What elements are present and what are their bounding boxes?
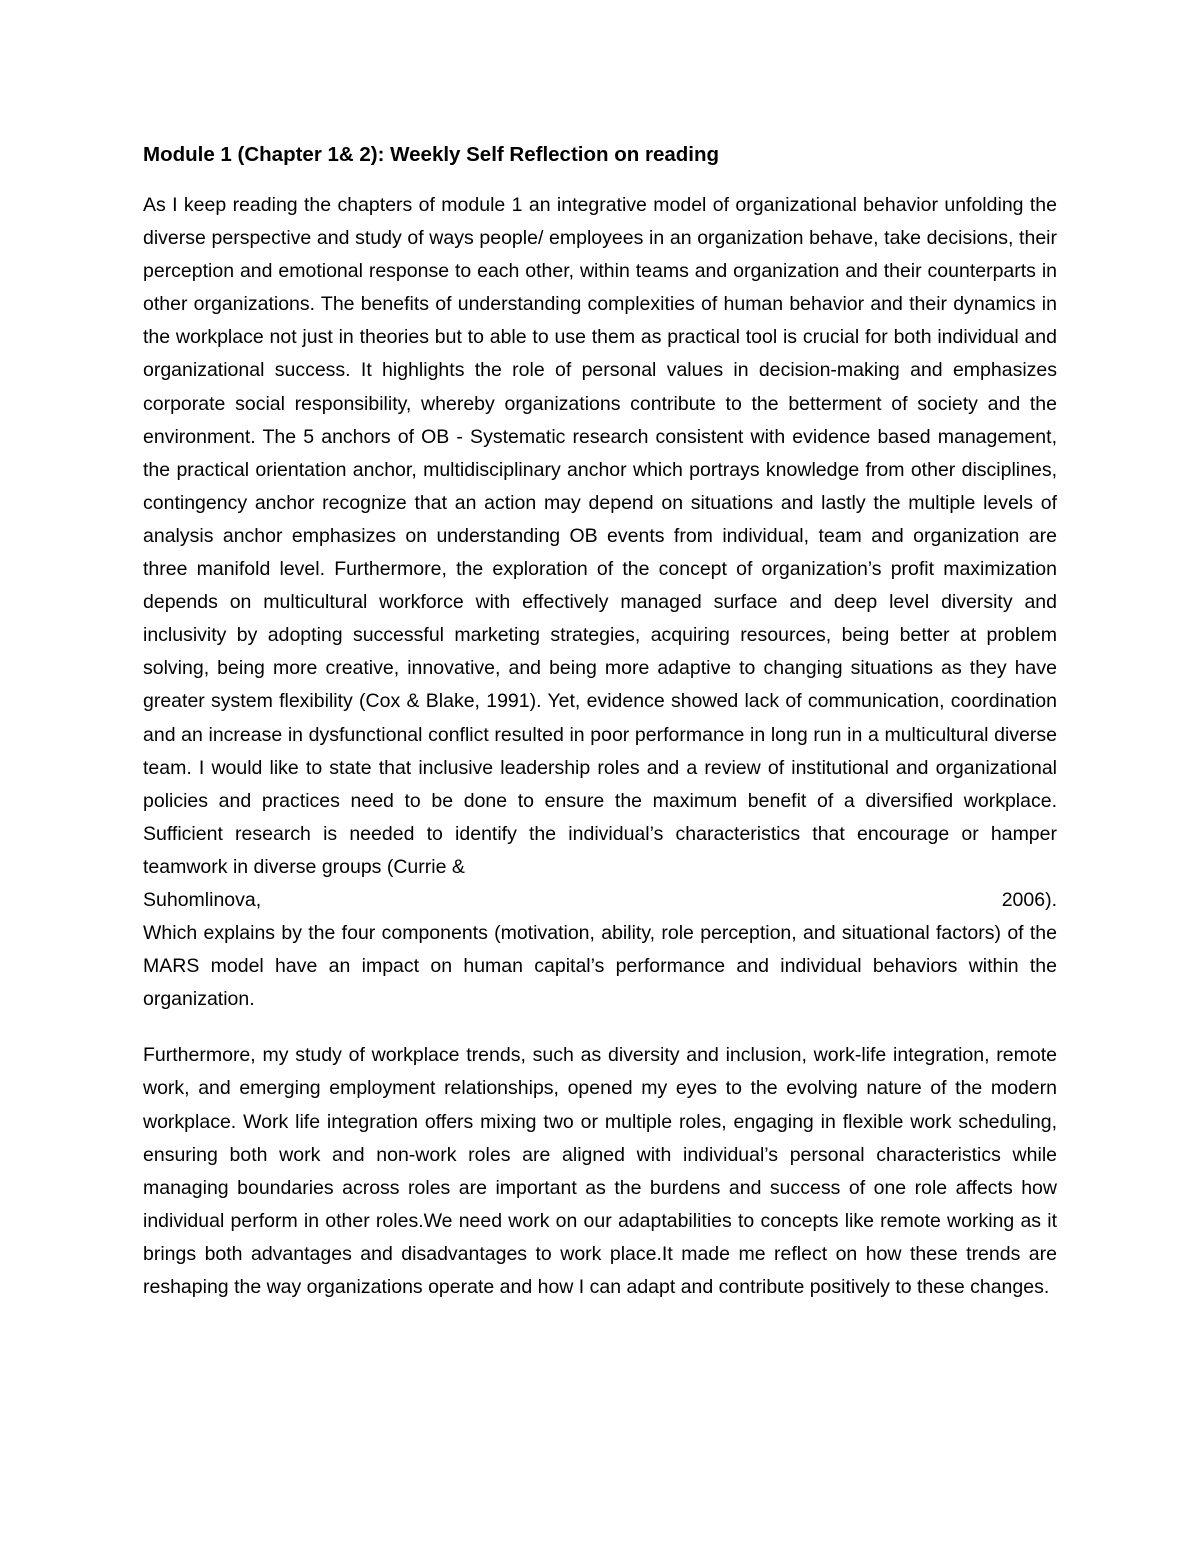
document-page	[143, 138, 1057, 1304]
citation-author: Suhomlinova,	[143, 888, 262, 911]
document-title: Module 1 (Chapter 1& 2): Weekly Self Reflection on reading	[143, 143, 720, 166]
paragraph-1-tail: Which explains by the four components (motivation, ability, role perception, and situational factors) of the MARS model have an impact on human capital’s performance and individual behaviors within the organization.	[143, 922, 1057, 1011]
paragraph-2: Furthermore, my study of workplace trends, such as diversity and inclusion, work-life integration, remote work, and emerging employment relationships, opened my eyes to the evolving nature of the modern workplace. Work life integration offers mixing two or multiple roles, engaging in flexible work scheduling, ensuring both work and non-work roles are aligned with individual’s personal characteristics while managing boundaries across roles are important as the burdens and success of one role affects how individual perform in other roles.We need work on our adaptabilities to concepts like remote working as it brings both advantages and disadvantages to work place.It made me reflect on how these trends are reshaping the way organizations operate and how I can adapt and contribute positively to these changes.	[143, 1044, 1057, 1298]
citation-line	[143, 884, 1057, 917]
citation-year: 2006).	[1001, 888, 1057, 911]
paragraph-1: As I keep reading the chapters of module 1 an integrative model of organizational behavior unfolding the diverse perspective and study of ways people/ employees in an organization behave, take decisions, their perception and emotional response to each other, within teams and organization and their counterparts in other organizations. The benefits of understanding complexities of human behavior and their dynamics in the workplace not just in theories but to able to use them as practical tool is crucial for both individual and organizational success. It highlights the role of personal values in decision-making and emphasizes corporate social responsibility, whereby organizations contribute to the betterment of society and the environment. The 5 anchors of OB - Systematic research consistent with evidence based management, the practical orientation anchor, multidisciplinary anchor which portrays knowledge from other disciplines, contingency anchor recognize that an action may depend on situations and lastly the multiple levels of analysis anchor emphasizes on understanding OB events from individual, team and organization are three manifold level. Furthermore, the exploration of the concept of organization’s profit maximization depends on multicultural workforce with effectively managed surface and deep level diversity and inclusivity by adopting successful marketing strategies, acquiring resources, being better at problem solving, being more creative, innovative, and being more adaptive to changing situations as they have greater system flexibility (Cox & Blake, 1991). Yet, evidence showed lack of communication, coordination and an increase in dysfunctional conflict resulted in poor performance in long run in a multicultural diverse team. I would like to state that inclusive leadership roles and a review of institutional and organizational policies and practices need to be done to ensure the maximum benefit of a diversified workplace. Sufficient research is needed to identify the individual’s characteristics that encourage or hamper teamwork in diverse groups (Currie &	[143, 194, 1057, 878]
